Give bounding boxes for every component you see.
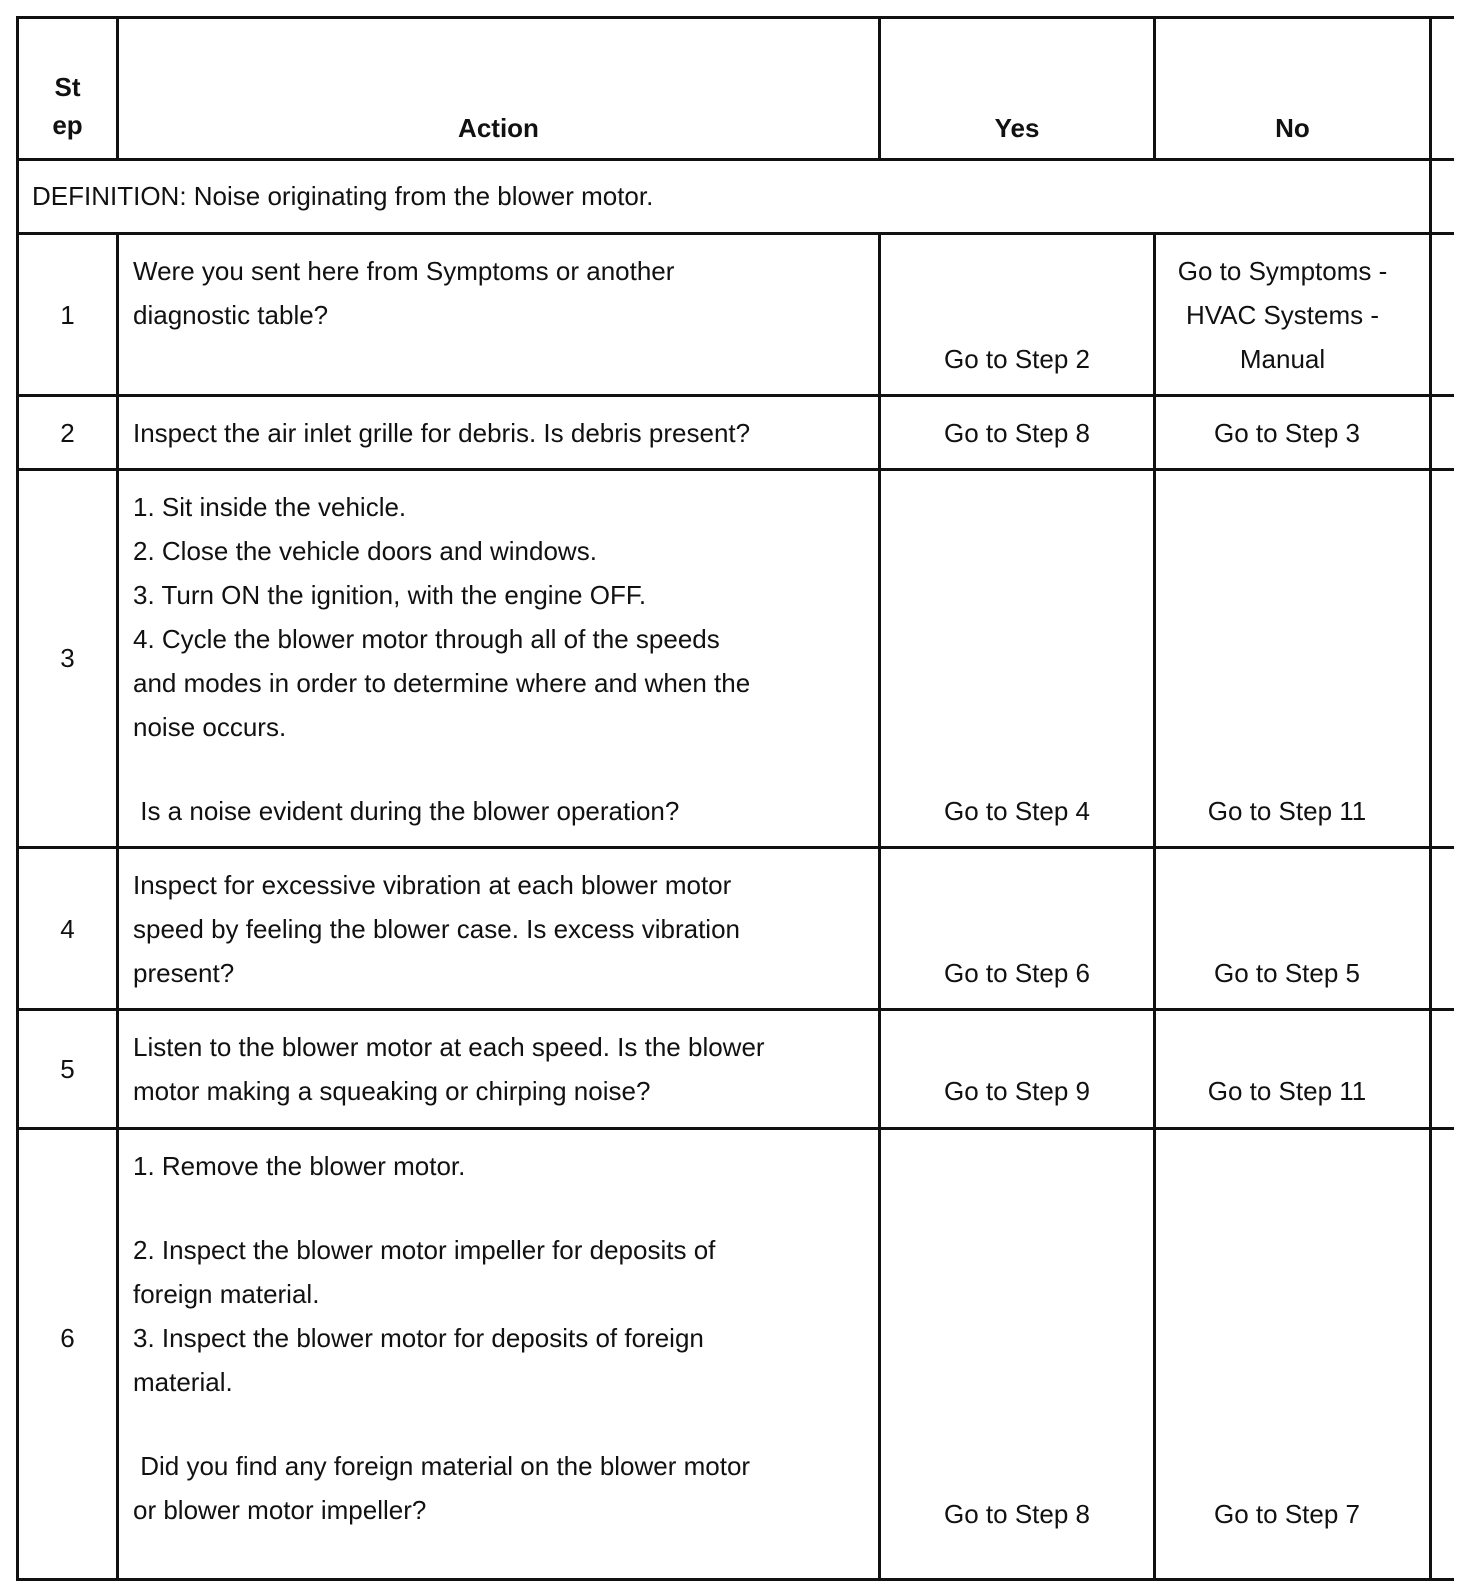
action-text: Inspect for excessive vibration at each blower motor speed by feeling the blower case. Is excess vibration present?	[133, 870, 741, 988]
rule	[116, 232, 119, 1581]
spacer	[133, 1404, 873, 1444]
action-text: 1. Remove the blower motor. 2. Inspect the blower motor impeller for deposits of foreign material. 3. Inspect the blower motor for deposits of foreign material. Did you find any foreign material on the blower motor or blower motor impeller?	[133, 1144, 873, 1532]
diagnostic-table	[16, 16, 1454, 1581]
step-number: 1	[60, 300, 75, 330]
header-action: Action	[458, 113, 539, 143]
header-yes: Yes	[994, 113, 1040, 143]
step-number: 2	[60, 418, 75, 448]
rule	[16, 1127, 1454, 1130]
rule	[16, 468, 1454, 471]
yes-result: Go to Step 9	[944, 1076, 1090, 1106]
no-result: Go to Symptoms - HVAC Systems - Manual	[1177, 256, 1388, 374]
rule	[16, 16, 1454, 19]
spacer	[133, 1188, 873, 1228]
header-step: St ep	[52, 72, 83, 140]
no-result: Go to Step 3	[1214, 418, 1360, 448]
rule	[16, 1008, 1454, 1011]
header-no: No	[1275, 113, 1310, 143]
no-result: Go to Step 7	[1214, 1499, 1360, 1529]
action-text: Were you sent here from Symptoms or another diagnostic table?	[133, 256, 675, 330]
definition-text: DEFINITION: Noise originating from the blower motor.	[32, 181, 654, 211]
yes-result: Go to Step 2	[944, 344, 1090, 374]
yes-result: Go to Step 4	[944, 796, 1090, 826]
no-result: Go to Step 11	[1207, 796, 1367, 826]
step-number: 4	[60, 914, 75, 944]
rule	[1429, 16, 1432, 1581]
yes-result: Go to Step 8	[944, 418, 1090, 448]
action-text: 1. Sit inside the vehicle. 2. Close the vehicle doors and windows. 3. Turn ON the ignition, with the engine OFF. 4. Cycle the blower motor through all of the speeds and modes in order to determine where and when the noise occurs. Is a noise evident during the blower operation?	[133, 485, 873, 833]
spacer	[133, 749, 873, 789]
rule	[16, 1578, 1454, 1581]
step-number: 5	[60, 1054, 75, 1084]
action-text: Inspect the air inlet grille for debris. Is debris present?	[133, 418, 751, 448]
no-result: Go to Step 11	[1207, 1076, 1367, 1106]
yes-result: Go to Step 8	[944, 1499, 1090, 1529]
action-text: Listen to the blower motor at each speed. Is the blower motor making a squeaking or chirping noise?	[133, 1032, 765, 1106]
rule	[16, 394, 1454, 397]
step-number: 6	[60, 1323, 75, 1353]
rule	[16, 232, 1454, 235]
no-result: Go to Step 5	[1214, 958, 1360, 988]
rule	[16, 846, 1454, 849]
step-number: 3	[60, 643, 75, 673]
yes-result: Go to Step 6	[944, 958, 1090, 988]
rule	[16, 158, 1454, 161]
